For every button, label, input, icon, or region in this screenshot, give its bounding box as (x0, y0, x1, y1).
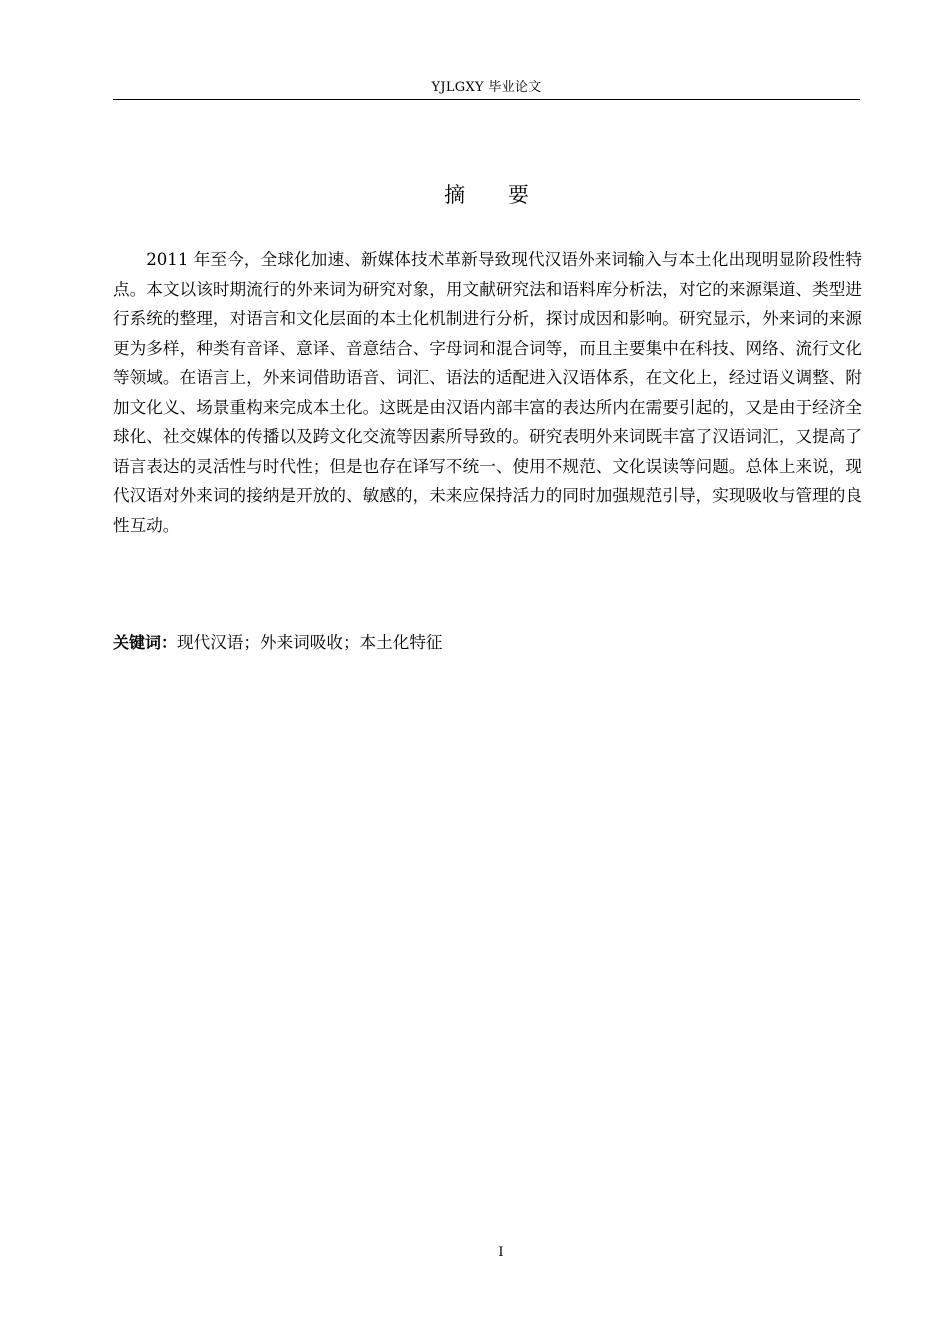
keywords-label: 关键词： (113, 633, 178, 652)
abstract-title: 摘 要 (444, 183, 547, 207)
keywords-value: 现代汉语；外来词吸收；本土化特征 (177, 633, 443, 652)
abstract-paragraph: 2011 年至今，全球化加速、新媒体技术革新导致现代汉语外来词输入与本土化出现明显阶段性特点。本文以该时期流行的外来词为研究对象，用文献研究法和语料库分析法，对它的来源渠道、类型进行系统的整理，对语言和文化层面的本土化机制进行分析，探讨成因和影响。研究显示，外来词的来源更为多样，种类有音译、意译、音意结合、字母词和混合词等，而且主要集中在科技、网络、流行文化等领域。在语言上，外来词借助语音、词汇、语法的适配进入汉语体系，在文化上，经过语义调整、附加文化义、场景重构来完成本土化。这既是由汉语内部丰富的表达所内在需要引起的，又是由于经济全球化、社交媒体的传播以及跨文化交流等因素所导致的。研究表明外来词既丰富了汉语词汇，又提高了语言表达的灵活性与时代性；但是也存在译写不统一、使用不规范、文化误读等问题。总体上来说，现代汉语对外来词的接纳是开放的、敏感的，未来应保持活力的同时加强规范引导，实现吸收与管理的良性互动。 (113, 250, 862, 535)
page-number: I (498, 1245, 504, 1260)
keywords-line (113, 628, 860, 657)
page-header: YJLGXY 毕业论文 (431, 80, 542, 95)
header-divider (113, 99, 860, 100)
